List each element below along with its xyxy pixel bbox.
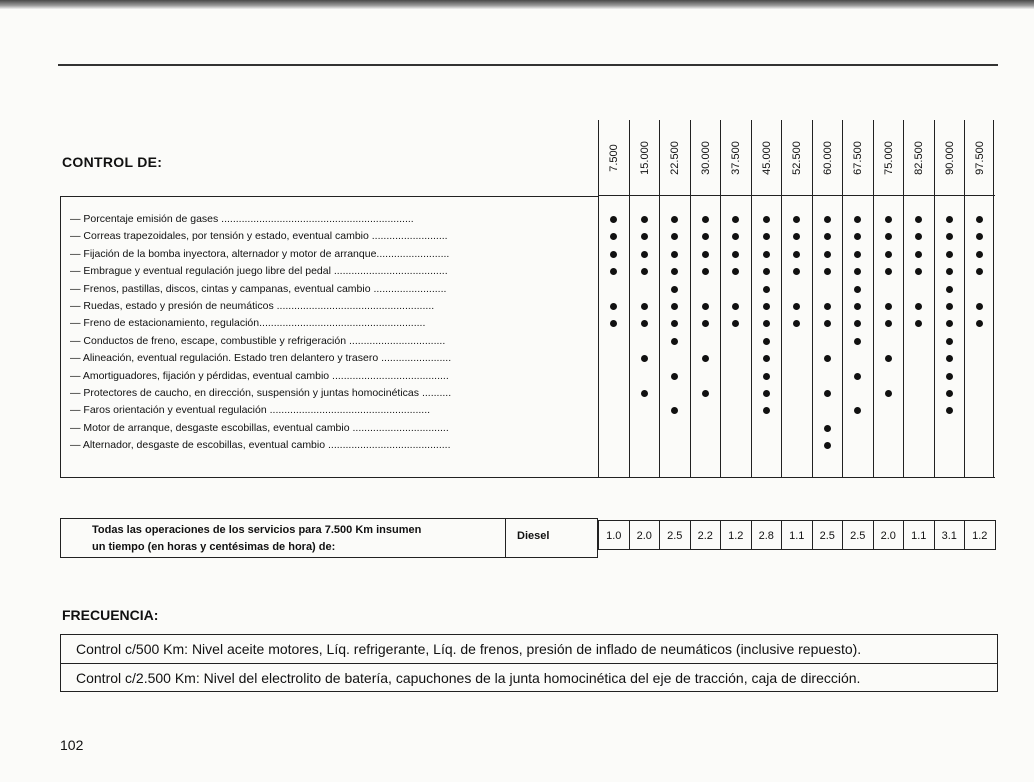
interval-column	[964, 120, 994, 478]
frequency-title: FRECUENCIA:	[62, 607, 159, 623]
maintenance-item: — Porcentaje emisión de gases ..................................................................	[70, 213, 414, 225]
service-dot	[793, 251, 800, 258]
service-dot	[885, 320, 892, 327]
service-dot	[885, 216, 892, 223]
service-dot	[824, 303, 831, 310]
interval-label: 45.000	[760, 141, 773, 175]
service-dot	[763, 407, 770, 414]
service-dot	[885, 355, 892, 362]
service-dot	[610, 303, 617, 310]
time-cell: 1.1	[781, 520, 813, 550]
interval-header	[904, 120, 934, 196]
interval-label: 22.500	[669, 141, 681, 175]
interval-column	[934, 120, 964, 478]
service-dot	[671, 373, 678, 380]
maintenance-item: — Amortiguadores, fijación y pérdidas, eventual cambio ........................................	[70, 369, 449, 382]
service-dot	[854, 338, 861, 345]
maintenance-item: — Ruedas, estado y presión de neumáticos ......................................................	[70, 300, 435, 312]
service-dot	[671, 216, 678, 223]
scan-edge	[0, 0, 1034, 9]
service-dot	[885, 303, 892, 310]
service-dot	[702, 320, 709, 327]
interval-header	[874, 120, 904, 196]
service-dot	[854, 216, 861, 223]
service-dot	[793, 303, 800, 310]
time-cell: 2.5	[812, 520, 844, 550]
time-cell: 1.0	[598, 520, 630, 550]
maintenance-item: — Alineación, eventual regulación. Estado tren delantero y trasero ........................	[70, 352, 452, 365]
service-dot	[671, 338, 678, 345]
time-cell: 3.1	[934, 520, 966, 550]
service-dot	[824, 268, 831, 275]
interval-column	[903, 120, 933, 478]
interval-label: 7.500	[608, 144, 620, 172]
service-dot	[763, 303, 770, 310]
maintenance-item: — Correas trapezoidales, por tensión y estado, eventual cambio ..........................	[70, 230, 448, 243]
service-dot	[946, 390, 953, 397]
time-cell: 2.5	[842, 520, 874, 550]
frequency-row-2500: Control c/2.500 Km: Nivel del electrolito de batería, capuchones de la junta homocinética del eje de tracción, caja de dirección.	[76, 670, 861, 686]
service-dot	[763, 216, 770, 223]
header-rule	[58, 64, 998, 66]
service-dot	[854, 251, 861, 258]
service-dot	[885, 390, 892, 397]
control-title: CONTROL DE:	[62, 154, 163, 170]
interval-column	[720, 120, 750, 478]
service-dot	[824, 442, 831, 449]
time-cell: 2.5	[659, 520, 691, 550]
service-dot	[885, 251, 892, 258]
interval-column	[751, 120, 781, 478]
service-dot	[641, 355, 648, 362]
maintenance-item: — Embrague y eventual regulación juego libre del pedal .......................................	[70, 265, 448, 278]
interval-header	[721, 120, 751, 196]
service-dot	[702, 216, 709, 223]
service-dot	[763, 390, 770, 397]
interval-label: 37.500	[730, 141, 742, 175]
interval-header	[813, 120, 843, 196]
interval-label: 82.500	[913, 141, 925, 175]
service-dot	[885, 233, 892, 240]
interval-label: 67.500	[852, 141, 864, 175]
service-dot	[641, 320, 648, 327]
service-dot	[702, 233, 709, 240]
interval-label: 30.000	[699, 141, 712, 175]
service-dot	[976, 216, 983, 223]
interval-column	[842, 120, 872, 478]
service-dot	[824, 251, 831, 258]
interval-label: 15.000	[638, 141, 651, 175]
interval-column	[690, 120, 720, 478]
service-dot	[946, 303, 953, 310]
maintenance-item: — Motor de arranque, desgaste escobillas, eventual cambio .................................	[70, 421, 449, 434]
service-dot	[702, 303, 709, 310]
service-dot	[854, 373, 861, 380]
interval-header	[782, 120, 812, 196]
service-dot	[732, 216, 739, 223]
interval-header	[630, 120, 660, 196]
service-dot	[641, 390, 648, 397]
grid-bottom-rule	[598, 477, 995, 478]
interval-label: 60.000	[821, 141, 834, 175]
time-cell: 1.2	[720, 520, 752, 550]
service-dot	[732, 303, 739, 310]
time-cell: 2.8	[751, 520, 783, 550]
service-dot	[702, 268, 709, 275]
interval-header	[965, 120, 995, 196]
interval-column	[873, 120, 903, 478]
service-dot	[824, 390, 831, 397]
maintenance-item: — Protectores de caucho, en dirección, suspensión y juntas homocinéticas ..........	[70, 387, 452, 399]
service-dot	[702, 251, 709, 258]
interval-column	[629, 120, 659, 478]
maintenance-item: — Alternador, desgaste de escobillas, eventual cambio ..........................................	[70, 439, 451, 452]
service-dot	[763, 251, 770, 258]
service-dot	[946, 251, 953, 258]
service-dot	[641, 303, 648, 310]
interval-label: 97.500	[974, 141, 986, 175]
service-dot	[854, 286, 861, 293]
time-cell: 2.0	[873, 520, 905, 550]
service-dot	[946, 407, 953, 414]
time-cell: 1.1	[903, 520, 935, 550]
service-dot	[793, 216, 800, 223]
interval-header	[843, 120, 873, 196]
frequency-separator	[60, 663, 998, 664]
operations-line-1: Todas las operaciones de los servicios para 7.500 Km insumen	[92, 524, 422, 536]
maintenance-item: — Fijación de la bomba inyectora, alternador y motor de arranque.........................	[70, 247, 450, 260]
service-dot	[702, 390, 709, 397]
interval-column	[781, 120, 811, 478]
service-dot	[976, 303, 983, 310]
service-dot	[763, 338, 770, 345]
service-dot	[641, 251, 648, 258]
maintenance-item: — Frenos, pastillas, discos, cintas y campanas, eventual cambio .........................	[70, 282, 447, 295]
service-dot	[671, 251, 678, 258]
service-dot	[946, 320, 953, 327]
service-dot	[763, 373, 770, 380]
service-dot	[824, 425, 831, 432]
interval-column	[659, 120, 689, 478]
service-dot	[946, 233, 953, 240]
time-cell: 2.0	[629, 520, 661, 550]
interval-label: 52.500	[791, 141, 803, 175]
interval-label: 75.000	[882, 141, 895, 175]
service-dot	[976, 251, 983, 258]
service-dot	[671, 286, 678, 293]
service-dot	[824, 320, 831, 327]
fuel-type: Diesel	[517, 530, 550, 542]
service-dot	[763, 320, 770, 327]
service-dot	[641, 216, 648, 223]
service-dot	[946, 338, 953, 345]
interval-header	[752, 120, 782, 196]
service-dot	[915, 216, 922, 223]
service-dot	[824, 355, 831, 362]
service-dot	[763, 268, 770, 275]
service-dot	[824, 233, 831, 240]
service-dot	[915, 251, 922, 258]
interval-header	[935, 120, 965, 196]
service-dot	[946, 373, 953, 380]
service-dot	[671, 303, 678, 310]
time-cell: 1.2	[964, 520, 996, 550]
maintenance-item: — Freno de estacionamiento, regulación.........................................................	[70, 317, 426, 330]
service-dot	[610, 251, 617, 258]
interval-header	[691, 120, 721, 196]
service-dot	[763, 355, 770, 362]
interval-header	[599, 120, 629, 196]
service-dot	[763, 233, 770, 240]
interval-header	[660, 120, 690, 196]
operations-line-2: un tiempo (en horas y centésimas de hora) de:	[92, 541, 336, 553]
service-dot	[732, 251, 739, 258]
service-dot	[885, 268, 892, 275]
operations-separator	[505, 518, 506, 558]
service-dot	[946, 216, 953, 223]
service-dot	[641, 268, 648, 275]
interval-column	[598, 120, 628, 478]
service-dot	[854, 303, 861, 310]
service-dot	[946, 268, 953, 275]
time-cell: 2.2	[690, 520, 722, 550]
service-dot	[824, 216, 831, 223]
maintenance-item: — Conductos de freno, escape, combustible y refrigeración .................................	[70, 334, 446, 347]
page-number: 102	[60, 737, 84, 753]
service-dot	[946, 355, 953, 362]
service-dot	[702, 355, 709, 362]
frequency-row-500: Control c/500 Km: Nivel aceite motores, Líq. refrigerante, Líq. de frenos, presión de inflado de neumáticos (inclusive repuesto).	[76, 641, 862, 657]
maintenance-item: — Faros orientación y eventual regulación .......................................................	[70, 404, 431, 417]
service-dot	[610, 216, 617, 223]
service-dot	[946, 286, 953, 293]
service-dot	[641, 233, 648, 240]
service-dot	[763, 286, 770, 293]
service-dot	[915, 303, 922, 310]
interval-label: 90.000	[943, 141, 956, 175]
operations-text	[92, 522, 421, 556]
